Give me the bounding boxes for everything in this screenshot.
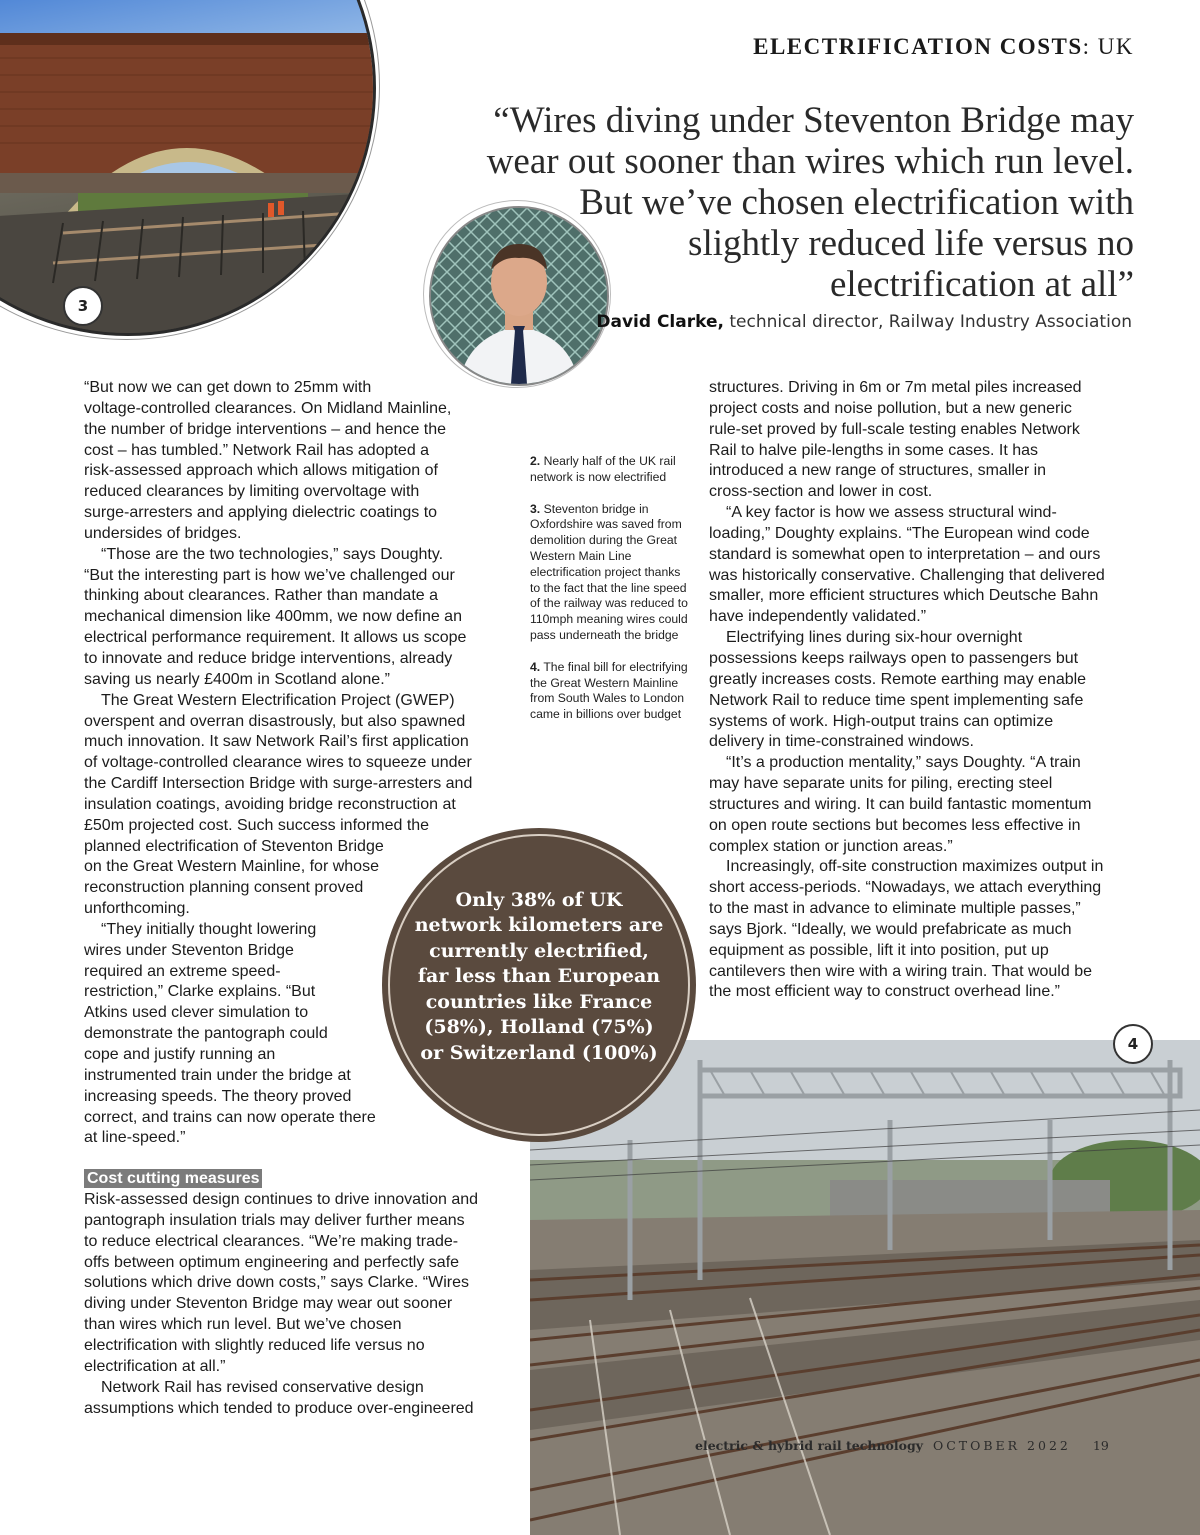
text-line: introduced a new range of structures, smaller in [709, 462, 1047, 480]
text-line: have independently validated.” [709, 608, 927, 626]
text-line: Risk-assessed design continues to drive innovation and [84, 1191, 479, 1209]
caption-line: from demolition during [530, 517, 682, 548]
text-line: electrification with slightly reduced life versus no [84, 1336, 425, 1354]
caption-line: that the line speed of the [530, 580, 687, 611]
paragraph [709, 378, 1131, 503]
text-line: may have separate units for piling, erecting steel [709, 775, 1053, 793]
stat-line: currently electrified, [429, 939, 649, 962]
text-line: unforthcoming. [84, 900, 190, 918]
text-line: Electrifying lines during six-hour overnight [726, 629, 1023, 647]
stat-line: network kilometers are [414, 914, 664, 937]
text-line: solutions which drive down costs,” says Clarke. “Wires [84, 1274, 470, 1292]
caption-line: South Wales to London [557, 691, 685, 706]
caption-number: 3. [530, 501, 541, 516]
text-line: cope and justify running an [84, 1046, 276, 1063]
text-line: increasing speeds. The theory proved [84, 1087, 352, 1105]
text-line: to reduce electrical clearances. “We’re making trade- [84, 1232, 459, 1250]
pull-quote-line: slightly reduced life versus no [688, 223, 1134, 264]
photo-badge-4: 4 [1113, 1024, 1153, 1064]
text-line: “It’s a production mentality,” says Doughty. “A train [726, 754, 1081, 772]
photo-badge-3: 3 [63, 286, 103, 326]
caption-line: electrifying the Great [530, 659, 688, 690]
caption-line: Nearly half of the UK [543, 454, 657, 468]
section-title-rest: : UK [1082, 34, 1134, 59]
text-line: £50m projected cost. Such success informed the [84, 816, 430, 834]
text-line: equipment as possible, lift it into position, put up [709, 941, 1049, 959]
quote-attribution [596, 312, 1132, 332]
caption-2 [530, 454, 690, 486]
stat-line: (58%), Holland (75%) [424, 1016, 654, 1039]
text-line: offs between optimum engineering and perfectly safe [84, 1253, 460, 1271]
text-line: The Great Western Electrification Project (GWEP) [101, 691, 455, 709]
text-line: saving us nearly £400m in Scotland alone.” [84, 670, 390, 688]
text-line: standard is somewhat open to interpretation – and ours [709, 545, 1101, 563]
pull-quote-line: “Wires diving under Steventon Bridge may [493, 100, 1134, 141]
page-footer [695, 1438, 1135, 1453]
attribution-name: David Clarke, [596, 312, 724, 332]
text-line: undersides of bridges. [84, 524, 242, 542]
text-line: structures and wiring. It can build fantastic momentum [709, 795, 1092, 813]
section-title-bold: ELECTRIFICATION COSTS [753, 34, 1083, 59]
text-line: to innovate and reduce bridge interventions, already [84, 649, 453, 667]
caption-3 [530, 502, 690, 644]
paragraph [84, 378, 504, 545]
text-line: at line-speed.” [84, 1129, 186, 1147]
text-line: Network Rail has revised conservative design [101, 1378, 424, 1396]
text-line: correct, and trains can now operate there [84, 1108, 376, 1126]
caption-line: the Great Western Main [530, 533, 678, 563]
caption-line: could pass underneath [530, 612, 688, 642]
paragraph [84, 545, 504, 691]
stat-line: countries like France [425, 990, 653, 1013]
text-line: on the Great Western Mainline, for whose [84, 858, 379, 876]
subheading: Cost cutting measures [84, 1169, 262, 1188]
text-line: Network Rail to reduce time spent implementing safe [709, 691, 1084, 709]
caption-line: Steventon bridge in [543, 501, 649, 516]
pull-quote-line: wear out sooner than wires which run level. [486, 141, 1134, 182]
issue-date: OCTOBER 2022 [932, 1438, 1071, 1453]
text-line: Atkins used clever simulation to [84, 1004, 309, 1022]
text-line: “A key factor is how we assess structural wind- [726, 504, 1057, 522]
text-line: diving under Steventon Bridge may wear out sooner [84, 1295, 453, 1313]
text-line: complex station or junction areas.” [709, 837, 953, 855]
text-line: project costs and noise pollution, but a new generic [709, 399, 1072, 417]
text-line: demonstrate the pantograph could [84, 1025, 328, 1043]
text-line: to the mast in advance to eliminate multiple passes,” [709, 900, 1081, 918]
text-line: smaller, more efficient structures which Deutsche Bahn [709, 587, 1099, 605]
stat-line: or Switzerland (100%) [420, 1041, 658, 1064]
paragraph [84, 1378, 504, 1420]
caption-line: budget [643, 707, 682, 722]
text-line: planned electrification of Steventon Bridge [84, 837, 384, 855]
article-column-right [709, 378, 1131, 1003]
text-line: of voltage-controlled clearance wires to squeeze under [84, 754, 472, 772]
text-line: than wires which run level. But we’ve chosen [84, 1316, 402, 1334]
text-line: Rail to halve pile-lengths in some cases. It has [709, 441, 1039, 459]
caption-line: Line electrification [530, 548, 632, 579]
text-line: structures. Driving in 6m or 7m metal piles increased [709, 379, 1082, 396]
caption-line: Western Mainline from [530, 675, 679, 706]
section-title [753, 34, 1134, 60]
bridge-photo [0, 0, 376, 336]
text-line: possessions keeps railways open to passengers but [709, 649, 1079, 667]
text-line: thinking about clearances. Rather than mandate a [84, 587, 439, 605]
caption-line: Oxfordshire was saved [530, 517, 654, 532]
text-line: mechanical dimension like 400mm, we now define an [84, 608, 462, 626]
paragraph [84, 1190, 504, 1378]
text-line: “But the interesting part is how we’ve challenged our [84, 566, 455, 584]
text-line: reconstruction planning consent proved [84, 879, 364, 897]
text-line: assumptions which tended to produce over-engineered [84, 1399, 474, 1417]
caption-line: the bridge [624, 627, 679, 642]
text-line: reduced clearances by limiting overvoltage with [84, 483, 420, 501]
caption-line: came in billions over [530, 707, 641, 722]
text-line: cost – has tumbled.” Network Rail has adopted a [84, 441, 430, 459]
text-line: delivery in time-constrained windows. [709, 733, 974, 751]
text-line: Increasingly, off-site construction maximizes output in [726, 858, 1104, 876]
text-line: electrification at all.” [84, 1357, 226, 1375]
text-line: the most efficient way to construct overhead line.” [709, 983, 1060, 1001]
text-line: the number of bridge interventions – and hence the [84, 420, 447, 438]
text-line: “Those are the two technologies,” says Doughty. [101, 545, 444, 563]
paragraph [709, 857, 1131, 1003]
text-line: surge-arresters and applying dielectric coatings to [84, 504, 438, 522]
caption-4 [530, 660, 690, 723]
text-line: instrumented train under the bridge at [84, 1066, 351, 1084]
caption-number: 4. [530, 659, 541, 674]
text-line: “They initially thought lowering [101, 920, 317, 938]
caption-line: project thanks to the fact [530, 564, 681, 595]
text-line: short access-periods. “Nowadays, we attach everything [709, 879, 1102, 897]
railway-photo [530, 1040, 1200, 1535]
text-line: much innovation. It saw Network Rail’s first application [84, 733, 469, 751]
pull-quote [434, 100, 1134, 305]
text-line: electrical performance requirement. It allows us scope [84, 629, 467, 647]
text-line: voltage-controlled clearances. On Midland Mainline, [84, 399, 452, 417]
caption-line: rail network is now [530, 454, 676, 484]
text-line: says Bjork. “Ideally, we would prefabricate as much [709, 920, 1072, 938]
text-line: on open route sections but becomes less effective in [709, 816, 1081, 834]
caption-number: 2. [530, 454, 541, 468]
bridge-illustration [0, 0, 373, 333]
text-line: overspent and overran disastrously, but also spawned [84, 712, 466, 730]
caption-line: electrified [614, 469, 667, 484]
pull-quote-line: But we’ve chosen electrification with [579, 182, 1134, 223]
text-line: wires under Steventon Bridge [84, 941, 294, 959]
page-number: 19 [1092, 1438, 1109, 1453]
text-line: “But now we can get down to 25mm with [84, 379, 372, 396]
magazine-name: electric & hybrid rail technology [695, 1438, 923, 1453]
caption-line: 110mph meaning wires [530, 612, 656, 627]
photo-captions [530, 454, 690, 739]
pull-quote-line: electrification at all” [829, 264, 1134, 305]
caption-line: The final bill for [543, 659, 626, 674]
caption-line: railway was reduced to [563, 596, 688, 611]
stat-line: far less than European [417, 965, 661, 988]
text-line: rule-set proved by full-scale testing enables Network [709, 420, 1080, 438]
text-line: loading,” Doughty explains. “The European wind code [709, 524, 1090, 542]
text-line: required an extreme speed- [84, 962, 281, 980]
stat-callout [388, 834, 690, 1136]
stat-line: Only 38% of UK [455, 888, 623, 911]
text-line: restriction,” Clarke explains. “But [84, 983, 316, 1001]
text-line: cross-section and lower in cost. [709, 483, 933, 501]
text-line: cantilevers then wire with a wiring train. That would be [709, 962, 1092, 980]
paragraph [709, 628, 1131, 753]
paragraph [709, 503, 1131, 628]
text-line: the Cardiff Intersection Bridge with surge-arresters and [84, 775, 473, 793]
text-line: was historically conservative. Challenging that delivered [709, 566, 1105, 584]
text-line: systems of work. High-output trains can optimize [709, 712, 1054, 730]
text-line: greatly increases costs. Remote earthing may enable [709, 670, 1087, 688]
text-line: insulation coatings, avoiding bridge reconstruction at [84, 795, 456, 813]
text-line: pantograph insulation trials may deliver further means [84, 1211, 465, 1229]
attribution-role: technical director, Railway Industry Association [729, 312, 1132, 332]
text-line: risk-assessed approach which allows mitigation of [84, 462, 438, 480]
railway-illustration [530, 1040, 1200, 1535]
paragraph [709, 753, 1131, 857]
stat-text [414, 888, 664, 1067]
